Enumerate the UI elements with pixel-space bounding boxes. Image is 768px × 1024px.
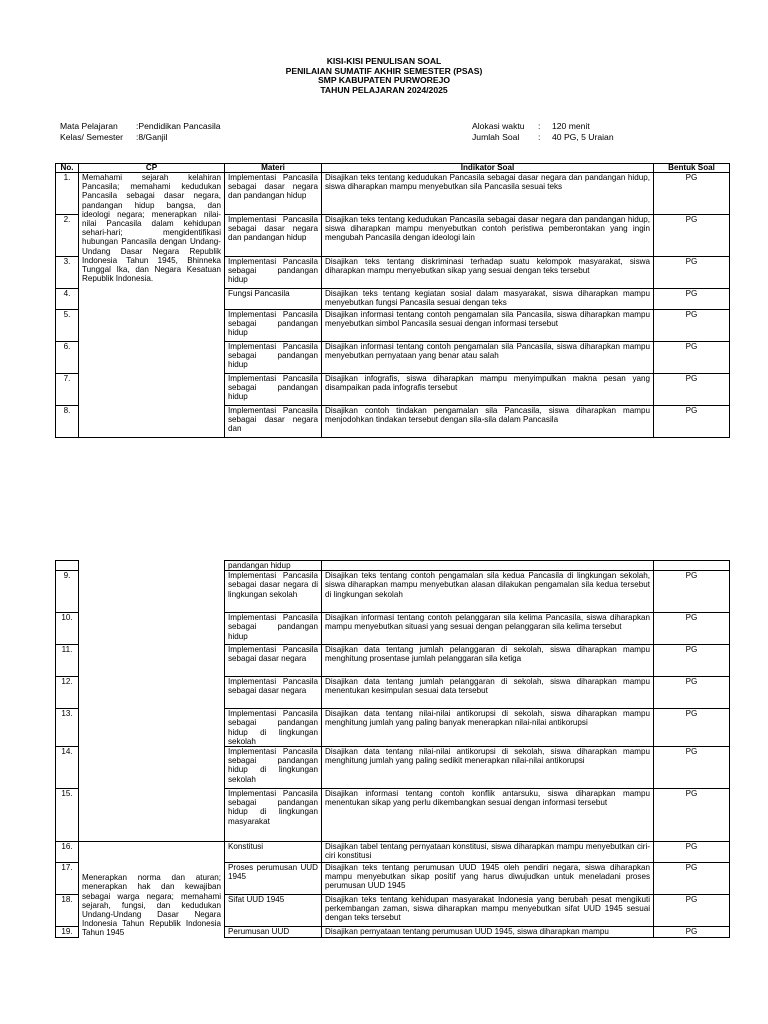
materi-cell: Fungsi Pancasila [225, 289, 322, 310]
materi-cell: Implementasi Pancasila sebagai pandangan hidup di lingkungan masyarakat [225, 789, 322, 842]
indikator-cell: Disajikan tabel tentang pernyataan konstitusi, siswa diharapkan mampu menyebutkan ciri-ciri konstitusi [322, 842, 654, 863]
cp-cell [79, 842, 225, 938]
indikator-cell: Disajikan teks tentang kehidupan masyarakat Indonesia yang berubah pesat mengikuti perkembangan zaman, siswa diharapkan mampu menyebutkan sifat UUD 1945 sesuai dengan teks tersebut [322, 895, 654, 927]
indikator-cell: Disajikan informasi tentang contoh pengamalan sila Pancasila, siswa diharapkan mampu menyebutkan pernyataan yang benar atau salah [322, 342, 654, 374]
materi-cell: Implementasi Pancasila sebagai dasar negara dan pandangan hidup [225, 173, 322, 215]
row-number: 10. [56, 613, 79, 645]
col-header-bentuk: Bentuk Soal [654, 164, 730, 173]
row-number: 9. [56, 571, 79, 613]
indikator-cell [322, 561, 654, 571]
bentuk-cell: PG [654, 289, 730, 310]
kisi-table-page-2 [55, 560, 730, 938]
bentuk-cell: PG [654, 927, 730, 938]
bentuk-cell: PG [654, 374, 730, 406]
title-line-4: TAHUN PELAJARAN 2024/2025 [320, 84, 448, 95]
table-row-continuation [56, 561, 730, 571]
row-number: 7. [56, 374, 79, 406]
col-header-indikator: Indikator Soal [322, 164, 654, 173]
materi-cell: Implementasi Pancasila sebagai dasar negara [225, 677, 322, 709]
table-row [56, 842, 730, 863]
table-row [56, 571, 730, 613]
materi-cell: Implementasi Pancasila sebagai pandangan hidup [225, 613, 322, 645]
info-label: Alokasi waktu [472, 121, 525, 131]
row-number: 15. [56, 789, 79, 842]
row-number: 16. [56, 842, 79, 863]
cp-cell [79, 561, 225, 571]
row-number: 11. [56, 645, 79, 677]
bentuk-cell: PG [654, 863, 730, 895]
col-header-materi: Materi [225, 164, 322, 173]
row-number: 14. [56, 747, 79, 789]
bentuk-cell: PG [654, 789, 730, 842]
materi-cell: Implementasi Pancasila sebagai pandangan hidup [225, 342, 322, 374]
info-label: Mata Pelajaran [60, 121, 118, 131]
info-row [472, 132, 614, 143]
bentuk-cell: PG [654, 257, 730, 289]
cp-cell: Memahami sejarah kelahiran Pancasila; memahami kedudukan Pancasila sebagai dasar negara, pandangan hidup bangsa, dan ideologi negara; menerapkan nilai- nilai Pancasila dalam kehidupan sehari-hari; mengidentifikasi hubungan Pancasila dengan Undang-Undang Dasar Negara Republik Indonesia Tahun 1945, Bhinneka Tunggal Ika, dan Negara Kesatuan Republik Indonesia. [79, 173, 225, 438]
bentuk-cell [654, 561, 730, 571]
info-value: :Pendidikan Pancasila [136, 121, 221, 131]
materi-cell: Implementasi Pancasila sebagai dasar negara [225, 645, 322, 677]
title-line-3: SMP KABUPATEN PURWOREJO [317, 75, 451, 86]
info-row [60, 132, 221, 143]
info-row [472, 121, 614, 132]
indikator-cell: Disajikan data tentang nilai-nilai antikorupsi di sekolah, siswa diharapkan mampu menghitung jumlah yang paling sedikit menerapkan nilai-nilai antikorupsi [322, 747, 654, 789]
indikator-cell: Disajikan teks tentang contoh pengamalan sila kedua Pancasila di lingkungan sekolah, siswa diharapkan mampu menyebutkan alasan dilakukan pengamalan sila kedua tersebut di lingkungan sekolah [322, 571, 654, 613]
row-number: 5. [56, 310, 79, 342]
table-header-row [56, 164, 730, 173]
materi-cell: Proses perumusan UUD 1945 [225, 863, 322, 895]
materi-cell: Implementasi Pancasila sebagai pandangan hidup di lingkungan sekolah [225, 747, 322, 789]
bentuk-cell: PG [654, 406, 730, 438]
row-number: 18. [56, 895, 79, 927]
info-value: 120 menit [552, 121, 590, 131]
row-number: 13. [56, 709, 79, 747]
row-number: 4. [56, 289, 79, 310]
bentuk-cell: PG [654, 677, 730, 709]
bentuk-cell: PG [654, 215, 730, 257]
materi-cell: Implementasi Pancasila sebagai pandangan hidup [225, 310, 322, 342]
materi-cell: Implementasi Pancasila sebagai pandangan hidup [225, 374, 322, 406]
indikator-cell: Disajikan teks tentang perumusan UUD 1945 oleh pendiri negara, siswa diharapkan mampu menyebutkan sikap positif yang harus diwujudkan untuk meneladani proses perumusan UUD 1945 [322, 863, 654, 895]
materi-cell: pandangan hidup [225, 561, 322, 571]
table-body [56, 173, 730, 438]
info-sep: : [538, 121, 541, 131]
materi-cell: Implementasi Pancasila sebagai dasar negara dan pandangan hidup [225, 215, 322, 257]
row-number: 1. [56, 173, 79, 215]
row-number: 3. [56, 257, 79, 289]
row-number [56, 561, 79, 571]
kisi-table-page-1 [55, 163, 730, 438]
title-line-2: PENILAIAN SUMATIF AKHIR SEMESTER (PSAS) [285, 65, 483, 76]
table-body [56, 561, 730, 938]
indikator-cell: Disajikan teks tentang diskriminasi terhadap suatu kelompok masyarakat, siswa diharapkan mampu menyebutkan sikap yang sesuai dengan teks tersebut [322, 257, 654, 289]
indikator-cell: Disajikan contoh tindakan pengamalan sila Pancasila, siswa diharapkan mampu menjodohkan tindakan tersebut dengan sila-sila dalam Pancasila [322, 406, 654, 438]
indikator-cell: Disajikan data tentang nilai-nilai antikorupsi di sekolah, siswa diharapkan mampu menghitung jumlah yang paling banyak menerapkan nilai-nilai antikorupsi [322, 709, 654, 747]
bentuk-cell: PG [654, 645, 730, 677]
bentuk-cell: PG [654, 173, 730, 215]
col-header-no: No. [56, 164, 79, 173]
materi-cell: Perumusan UUD [225, 927, 322, 938]
materi-cell: Konstitusi [225, 842, 322, 863]
cp-cell [79, 571, 225, 842]
info-value: 40 PG, 5 Uraian [552, 132, 614, 142]
indikator-cell: Disajikan teks tentang kedudukan Pancasila sebagai dasar negara dan pandangan hidup, siswa diharapkan mampu menyebutkan sila Pancasila sesuai teks [322, 173, 654, 215]
bentuk-cell: PG [654, 895, 730, 927]
indikator-cell: Disajikan teks tentang kedudukan Pancasila sebagai dasar negara dan pandangan hidup, siswa diharapkan mampu menyebutkan contoh peristiwa pemberontakan yang ingin mengubah Pancasila dengan ideologi lain [322, 215, 654, 257]
info-left [60, 121, 221, 143]
info-row [60, 121, 221, 132]
col-header-cp: CP [79, 164, 225, 173]
bentuk-cell: PG [654, 613, 730, 645]
row-number: 17. [56, 863, 79, 895]
indikator-cell: Disajikan data tentang jumlah pelanggaran di sekolah, siswa diharapkan mampu menghitung prosentase jumlah pelanggaran sila ketiga [322, 645, 654, 677]
info-label: Jumlah Soal [472, 132, 520, 142]
indikator-cell: Disajikan informasi tentang contoh pengamalan sila Pancasila, siswa diharapkan mampu menyebutkan simbol Pancasila sesuai dengan informasi tersebut [322, 310, 654, 342]
info-right [472, 121, 614, 143]
materi-cell: Implementasi Pancasila sebagai pandangan hidup [225, 257, 322, 289]
bentuk-cell: PG [654, 571, 730, 613]
bentuk-cell: PG [654, 747, 730, 789]
row-number: 8. [56, 406, 79, 438]
info-label: Kelas/ Semester [60, 132, 124, 142]
indikator-cell: Disajikan infografis, siswa diharapkan mampu menyimpulkan makna pesan yang disampaikan pada infografis tersebut [322, 374, 654, 406]
materi-cell: Implementasi Pancasila sebagai pandangan hidup di lingkungan sekolah [225, 709, 322, 747]
bentuk-cell: PG [654, 310, 730, 342]
bentuk-cell: PG [654, 342, 730, 374]
materi-cell: Implementasi Pancasila sebagai dasar negara di lingkungan sekolah [225, 571, 322, 613]
indikator-cell: Disajikan data tentang jumlah pelanggaran di sekolah, siswa diharapkan mampu menentukan kesimpulan sesuai data tersebut [322, 677, 654, 709]
indikator-cell: Disajikan informasi tentang contoh pelanggaran sila kelima Pancasila, siswa diharapkan mampu menyebutkan situasi yang sesuai dengan pelanggaran sila kelima tersebut [322, 613, 654, 645]
bentuk-cell: PG [654, 709, 730, 747]
indikator-cell: Disajikan pernyataan tentang perumusan UUD 1945, siswa diharapkan mampu [322, 927, 654, 938]
page-title-block [0, 57, 768, 95]
indikator-cell: Disajikan teks tentang kegiatan sosial dalam masyarakat, siswa diharapkan mampu menyebutkan fungsi Pancasila sesuai dengan teks [322, 289, 654, 310]
title-line-1: KISI-KISI PENULISAN SOAL [326, 56, 442, 66]
table-row [56, 173, 730, 215]
row-number: 19. [56, 927, 79, 938]
bentuk-cell: PG [654, 842, 730, 863]
cp-text: Menerapkan norma dan aturan; menerapkan hak dan kewajiban sebagai warga negara; memahami sejarah, fungsi, dan kedudukan Undang-Undang Dasar Negara Indonesia Tahun Republik Indonesia Tahun 1945 [82, 873, 221, 938]
info-value: :8/Ganjil [136, 132, 168, 142]
materi-cell: Sifat UUD 1945 [225, 895, 322, 927]
info-sep: : [538, 132, 541, 142]
indikator-cell: Disajikan informasi tentang contoh konflik antarsuku, siswa diharapkan mampu menentukan sikap yang perlu dikembangkan sesuai dengan informasi tersebut [322, 789, 654, 842]
row-number: 12. [56, 677, 79, 709]
materi-cell: Implementasi Pancasila sebagai dasar negara dan [225, 406, 322, 438]
row-number: 2. [56, 215, 79, 257]
row-number: 6. [56, 342, 79, 374]
